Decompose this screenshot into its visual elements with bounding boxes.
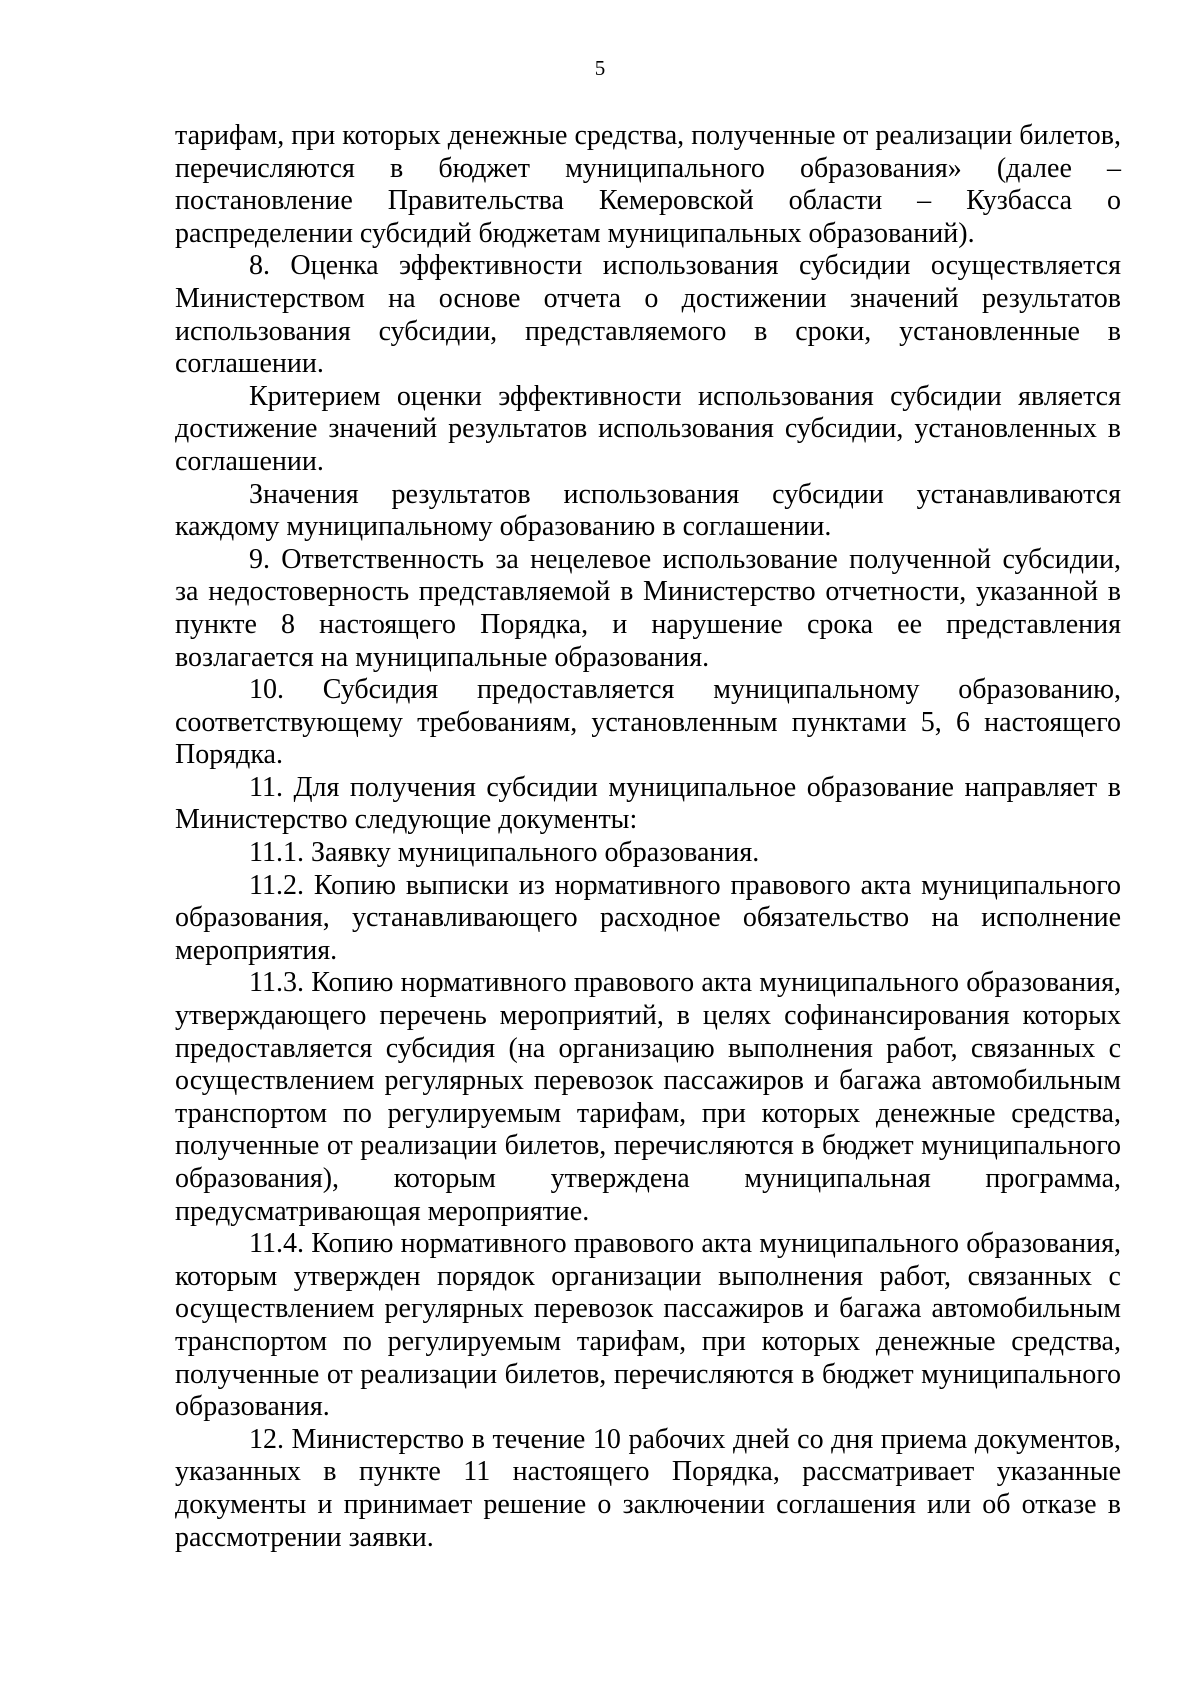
paragraph-8-values: Значения результатов использования субсидии устанавливаются каждому муниципальному образованию в соглашении. (175, 478, 1121, 543)
paragraph-12: 12. Министерство в течение 10 рабочих дней со дня приема документов, указанных в пункте 11 настоящего Порядка, рассматривает указанные документы и принимает решение о заключении соглашения или об отказе в рассмотрении заявки. (175, 1423, 1121, 1553)
paragraph-11-2: 11.2. Копию выписки из нормативного правового акта муниципального образования, устанавливающего расходное обязательство на исполнение мероприятия. (175, 869, 1121, 966)
paragraph-10: 10. Субсидия предоставляется муниципальному образованию, соответствующему требованиям, установленным пунктами 5, 6 настоящего Порядка. (175, 674, 1121, 771)
paragraph-11-1: 11.1. Заявку муниципального образования. (249, 837, 760, 869)
document-body (175, 120, 1121, 1554)
paragraph-11: 11. Для получения субсидии муниципальное образование направляет в Министерство следующие документы: (175, 771, 1121, 836)
paragraph-8-criterion: Критерием оценки эффективности использования субсидии является достижение значений результатов использования субсидии, установленных в соглашении. (175, 380, 1121, 477)
paragraph-9: 9. Ответственность за нецелевое использование полученной субсидии, за недостоверность представляемой в Министерство отчетности, указанной в пункте 8 настоящего Порядка, и нарушение срока ее представления возлагается на муниципальные образования. (175, 543, 1121, 673)
paragraph-continuation: тарифам, при которых денежные средства, полученные от реализации билетов, перечисляются в бюджет муниципального образования» (далее – постановление Правительства Кемеровской области – Кузбасса о распределении субсидий бюджетам муниципальных образований). (175, 120, 1121, 249)
page-number: 5 (594, 56, 606, 80)
paragraph-8: 8. Оценка эффективности использования субсидии осуществляется Министерством на основе отчета о достижении значений результатов использования субсидии, представляемого в сроки, установленные в соглашении. (175, 250, 1121, 380)
paragraph-11-3: 11.3. Копию нормативного правового акта муниципального образования, утверждающего перечень мероприятий, в целях софинансирования которых предоставляется субсидия (на организацию выполнения работ, связанных с осуществлением регулярных перевозок пассажиров и багажа автомобильным транспортом по регулируемым тарифам, при которых денежные средства, полученные от реализации билетов, перечисляются в бюджет муниципального образования), которым утверждена муниципальная программа, предусматривающая мероприятие. (175, 967, 1121, 1227)
paragraph-11-4: 11.4. Копию нормативного правового акта муниципального образования, которым утвержден порядок организации выполнения работ, связанных с осуществлением регулярных перевозок пассажиров и багажа автомобильным транспортом по регулируемым тарифам, при которых денежные средства, полученные от реализации билетов, перечисляются в бюджет муниципального образования. (175, 1228, 1121, 1423)
